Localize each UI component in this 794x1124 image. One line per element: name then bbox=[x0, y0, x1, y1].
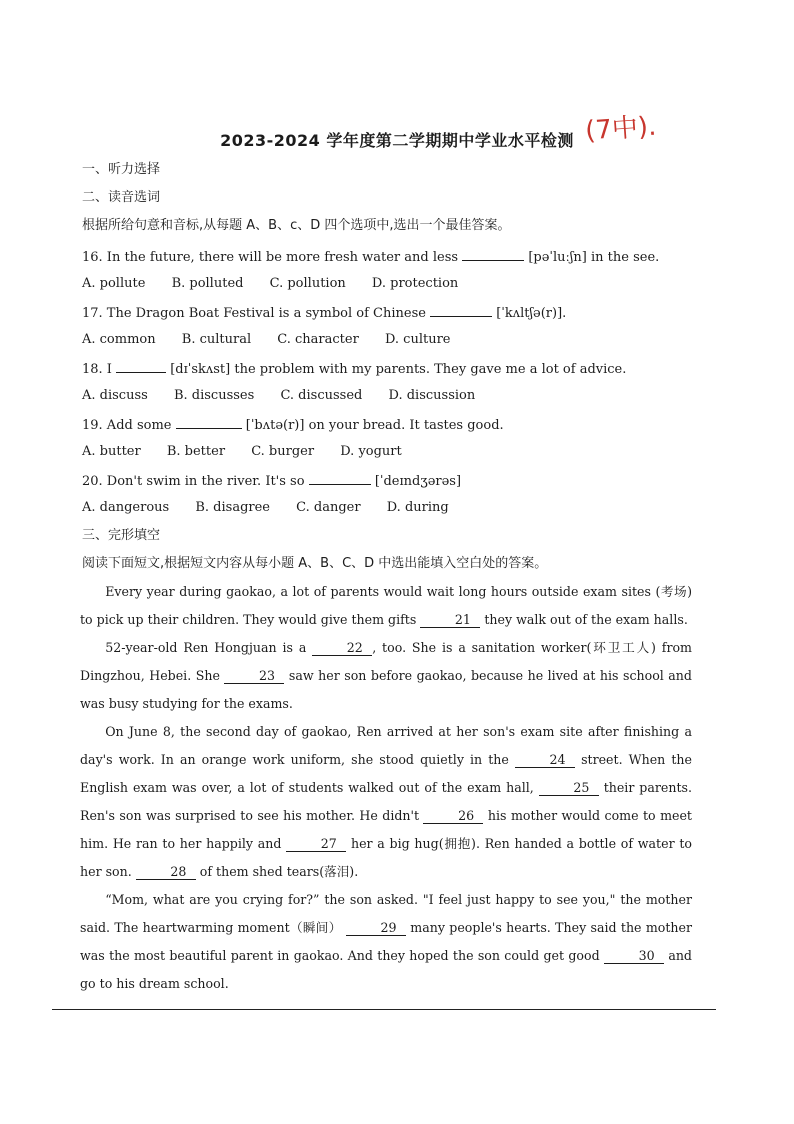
cloze-blank-25: 25 bbox=[539, 781, 599, 796]
question-stem: 16. In the future, there will be more fresh water and less bbox=[82, 250, 459, 265]
passage-text: his mother would come to meet him. He ran to her happily and bbox=[80, 808, 692, 851]
question-phonetic: [pəˈluːʃn] in the see. bbox=[528, 250, 660, 265]
passage-text: of them shed tears(落泪). bbox=[199, 864, 359, 879]
cloze-blank-24: 24 bbox=[515, 753, 575, 768]
passage-text: saw her son before gaokao, because he lived at his school and was busy studying for the exams. bbox=[80, 668, 692, 711]
option-a: A. pollute bbox=[82, 276, 146, 291]
cloze-blank-22: 22 bbox=[312, 641, 372, 656]
option-b: B. cultural bbox=[181, 332, 252, 347]
question-19 bbox=[82, 416, 722, 434]
option-a: A. common bbox=[82, 332, 156, 347]
question-stem: 17. The Dragon Boat Festival is a symbol of Chinese bbox=[82, 306, 426, 321]
answer-blank bbox=[176, 416, 242, 429]
question-stem: 18. I bbox=[82, 362, 112, 377]
passage-text: , too. She is a sanitation worker(环卫工人) from Dingzhou, Hebei. She bbox=[80, 640, 693, 683]
question-phonetic: [ˈdeɪndʒərəs] bbox=[374, 474, 462, 489]
option-d: D. protection bbox=[371, 276, 459, 291]
passage-paragraph bbox=[80, 634, 692, 718]
cloze-blank-29: 29 bbox=[346, 921, 406, 936]
passage-text: their parents. Ren's son was surprised to see his mother. He didn't bbox=[80, 780, 692, 823]
option-a: A. dangerous bbox=[82, 500, 170, 515]
cloze-blank-30: 30 bbox=[604, 949, 664, 964]
option-c: C. danger bbox=[296, 500, 361, 515]
answer-blank bbox=[430, 304, 492, 317]
cloze-passage bbox=[80, 578, 692, 998]
option-c: C. pollution bbox=[269, 276, 346, 291]
option-b: B. better bbox=[166, 444, 226, 459]
passage-text: Every year during gaokao, a lot of parents would wait long hours outside exam sites (考场) to pick up their children. They would give them gifts bbox=[80, 584, 692, 627]
cloze-blank-23: 23 bbox=[224, 669, 284, 684]
page-divider bbox=[52, 1009, 716, 1010]
passage-text: her a big hug(拥抱). Ren handed a bottle of water to her son. bbox=[80, 836, 692, 879]
cloze-blank-21: 21 bbox=[420, 613, 480, 628]
cloze-instruction: 阅读下面短文,根据短文内容从每小题 A、B、C、D 中选出能填入空白处的答案。 bbox=[82, 556, 548, 571]
page-title: 2023-2024 学年度第二学期期中学业水平检测 bbox=[220, 131, 574, 150]
handwritten-note: (7中). bbox=[584, 111, 658, 147]
options-16 bbox=[82, 276, 722, 292]
option-b: B. polluted bbox=[171, 276, 244, 291]
option-d: D. culture bbox=[384, 332, 451, 347]
passage-text: they walk out of the exam halls. bbox=[484, 612, 688, 627]
question-stem: 19. Add some bbox=[82, 418, 172, 433]
question-17 bbox=[82, 304, 722, 322]
passage-text: and go to his dream school. bbox=[80, 948, 692, 991]
answer-blank bbox=[309, 472, 371, 485]
answer-blank bbox=[462, 248, 524, 261]
option-b: B. discusses bbox=[173, 388, 255, 403]
passage-text: On June 8, the second day of gaokao, Ren arrived at her son's exam site after finishing a day's work. In an orange work uniform, she stood quietly in the bbox=[80, 724, 692, 767]
options-17 bbox=[82, 332, 722, 348]
question-phonetic: [dɪˈskʌst] the problem with my parents. They gave me a lot of advice. bbox=[170, 362, 627, 377]
option-b: B. disagree bbox=[195, 500, 270, 515]
passage-paragraph bbox=[80, 718, 692, 886]
question-18 bbox=[82, 360, 722, 378]
option-a: A. discuss bbox=[82, 388, 148, 403]
question-stem: 20. Don't swim in the river. It's so bbox=[82, 474, 305, 489]
passage-paragraph bbox=[80, 886, 692, 998]
passage-text: many people's hearts. They said the mother was the most beautiful parent in gaokao. And they hoped the son could get good bbox=[80, 920, 693, 963]
answer-blank bbox=[116, 360, 166, 373]
cloze-blank-28: 28 bbox=[136, 865, 196, 880]
passage-text: street. When the English exam was over, a lot of students walked out of the exam hall, bbox=[80, 752, 692, 795]
question-16 bbox=[82, 248, 722, 266]
cloze-blank-26: 26 bbox=[423, 809, 483, 824]
section-cloze: 三、完形填空 bbox=[82, 528, 161, 543]
option-d: D. yogurt bbox=[340, 444, 402, 459]
question-20 bbox=[82, 472, 722, 490]
passage-paragraph bbox=[80, 578, 692, 634]
options-20 bbox=[82, 500, 722, 516]
options-18 bbox=[82, 388, 722, 404]
option-c: C. character bbox=[277, 332, 359, 347]
passage-text: “Mom, what are you crying for?” the son asked. "I feel just happy to see you," the mother said. The heartwarming moment（瞬间） bbox=[80, 892, 692, 935]
section-instruction: 根据所给句意和音标,从每题 A、B、c、D 四个选项中,选出一个最佳答案。 bbox=[82, 218, 511, 233]
options-19 bbox=[82, 444, 722, 460]
question-phonetic: [ˈkʌltʃə(r)]. bbox=[496, 306, 567, 321]
passage-text: 52-year-old Ren Hongjuan is a bbox=[105, 640, 307, 655]
section-listening: 一、听力选择 bbox=[82, 162, 161, 177]
cloze-blank-27: 27 bbox=[286, 837, 346, 852]
option-c: C. discussed bbox=[280, 388, 363, 403]
option-a: A. butter bbox=[82, 444, 141, 459]
question-phonetic: [ˈbʌtə(r)] on your bread. It tastes good. bbox=[245, 418, 504, 433]
section-pronunciation: 二、读音选词 bbox=[82, 190, 161, 205]
option-d: D. discussion bbox=[388, 388, 476, 403]
option-c: C. burger bbox=[251, 444, 315, 459]
option-d: D. during bbox=[386, 500, 449, 515]
